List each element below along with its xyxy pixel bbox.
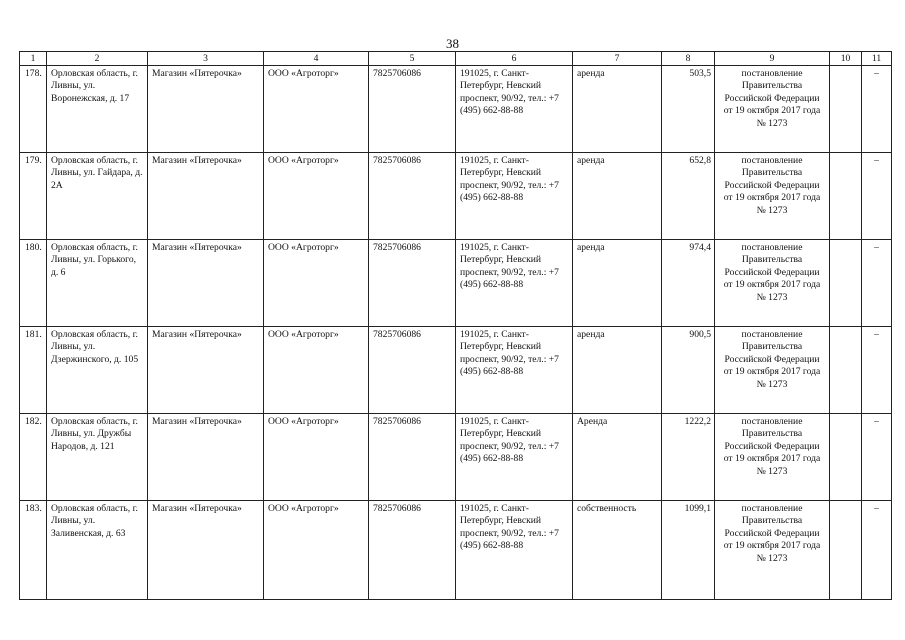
- organization-cell: ООО «Агроторг»: [264, 414, 369, 501]
- row-number: 182.: [20, 414, 47, 501]
- column-header: 7: [573, 52, 662, 66]
- organization-address-cell: 191025, г. Санкт-Петербург, Невский проспект, 90/92, тел.: +7 (495) 662-88-88: [456, 501, 573, 600]
- organization-cell: ООО «Агроторг»: [264, 153, 369, 240]
- table-row: [20, 240, 892, 327]
- register-table: [19, 51, 892, 600]
- column-10-cell: [830, 327, 862, 414]
- address-cell: Орловская область, г. Ливны, ул. Горького, д. 6: [47, 240, 148, 327]
- column-10-cell: [830, 414, 862, 501]
- column-header: 9: [715, 52, 830, 66]
- table-row: [20, 501, 892, 600]
- row-number: 179.: [20, 153, 47, 240]
- organization-cell: ООО «Агроторг»: [264, 501, 369, 600]
- column-header: 11: [862, 52, 892, 66]
- column-header: 10: [830, 52, 862, 66]
- inn-cell: 7825706086: [369, 153, 456, 240]
- organization-cell: ООО «Агроторг»: [264, 240, 369, 327]
- organization-address-cell: 191025, г. Санкт-Петербург, Невский проспект, 90/92, тел.: +7 (495) 662-88-88: [456, 66, 573, 153]
- address-cell: Орловская область, г. Ливны, ул. Заливенская, д. 63: [47, 501, 148, 600]
- inn-cell: 7825706086: [369, 414, 456, 501]
- organization-address-cell: 191025, г. Санкт-Петербург, Невский проспект, 90/92, тел.: +7 (495) 662-88-88: [456, 153, 573, 240]
- basis-cell: постановление Правительства Российской Федерации от 19 октября 2017 года № 1273: [715, 414, 830, 501]
- inn-cell: 7825706086: [369, 66, 456, 153]
- column-11-cell: –: [862, 240, 892, 327]
- column-10-cell: [830, 66, 862, 153]
- row-number: 180.: [20, 240, 47, 327]
- basis-cell: постановление Правительства Российской Федерации от 19 октября 2017 года № 1273: [715, 501, 830, 600]
- column-header: 1: [20, 52, 47, 66]
- organization-address-cell: 191025, г. Санкт-Петербург, Невский проспект, 90/92, тел.: +7 (495) 662-88-88: [456, 327, 573, 414]
- column-header: 3: [148, 52, 264, 66]
- ownership-cell: аренда: [573, 327, 662, 414]
- header-row: [20, 52, 892, 66]
- ownership-cell: аренда: [573, 66, 662, 153]
- row-number: 178.: [20, 66, 47, 153]
- area-cell: 1099,1: [662, 501, 715, 600]
- table-row: [20, 153, 892, 240]
- object-name-cell: Магазин «Пятерочка»: [148, 153, 264, 240]
- address-cell: Орловская область, г. Ливны, ул. Воронежская, д. 17: [47, 66, 148, 153]
- column-11-cell: –: [862, 153, 892, 240]
- table-row: [20, 414, 892, 501]
- column-11-cell: –: [862, 501, 892, 600]
- column-11-cell: –: [862, 66, 892, 153]
- column-11-cell: –: [862, 414, 892, 501]
- column-11-cell: –: [862, 327, 892, 414]
- organization-address-cell: 191025, г. Санкт-Петербург, Невский проспект, 90/92, тел.: +7 (495) 662-88-88: [456, 414, 573, 501]
- area-cell: 503,5: [662, 66, 715, 153]
- area-cell: 1222,2: [662, 414, 715, 501]
- column-10-cell: [830, 240, 862, 327]
- object-name-cell: Магазин «Пятерочка»: [148, 414, 264, 501]
- organization-address-cell: 191025, г. Санкт-Петербург, Невский проспект, 90/92, тел.: +7 (495) 662-88-88: [456, 240, 573, 327]
- area-cell: 652,8: [662, 153, 715, 240]
- column-header: 8: [662, 52, 715, 66]
- address-cell: Орловская область, г. Ливны, ул. Гайдара, д. 2А: [47, 153, 148, 240]
- area-cell: 900,5: [662, 327, 715, 414]
- address-cell: Орловская область, г. Ливны, ул. Дружбы Народов, д. 121: [47, 414, 148, 501]
- column-10-cell: [830, 153, 862, 240]
- basis-cell: постановление Правительства Российской Федерации от 19 октября 2017 года № 1273: [715, 240, 830, 327]
- table-row: [20, 327, 892, 414]
- object-name-cell: Магазин «Пятерочка»: [148, 501, 264, 600]
- ownership-cell: аренда: [573, 153, 662, 240]
- row-number: 181.: [20, 327, 47, 414]
- column-10-cell: [830, 501, 862, 600]
- object-name-cell: Магазин «Пятерочка»: [148, 240, 264, 327]
- basis-cell: постановление Правительства Российской Федерации от 19 октября 2017 года № 1273: [715, 153, 830, 240]
- column-header: 6: [456, 52, 573, 66]
- page-number: 38: [446, 36, 459, 51]
- area-cell: 974,4: [662, 240, 715, 327]
- ownership-cell: аренда: [573, 240, 662, 327]
- inn-cell: 7825706086: [369, 240, 456, 327]
- row-number: 183.: [20, 501, 47, 600]
- object-name-cell: Магазин «Пятерочка»: [148, 66, 264, 153]
- organization-cell: ООО «Агроторг»: [264, 327, 369, 414]
- column-header: 5: [369, 52, 456, 66]
- basis-cell: постановление Правительства Российской Федерации от 19 октября 2017 года № 1273: [715, 66, 830, 153]
- column-header: 2: [47, 52, 148, 66]
- organization-cell: ООО «Агроторг»: [264, 66, 369, 153]
- table-row: [20, 66, 892, 153]
- column-header: 4: [264, 52, 369, 66]
- object-name-cell: Магазин «Пятерочка»: [148, 327, 264, 414]
- ownership-cell: Аренда: [573, 414, 662, 501]
- address-cell: Орловская область, г. Ливны, ул. Дзержинского, д. 105: [47, 327, 148, 414]
- ownership-cell: собственность: [573, 501, 662, 600]
- inn-cell: 7825706086: [369, 327, 456, 414]
- inn-cell: 7825706086: [369, 501, 456, 600]
- basis-cell: постановление Правительства Российской Федерации от 19 октября 2017 года № 1273: [715, 327, 830, 414]
